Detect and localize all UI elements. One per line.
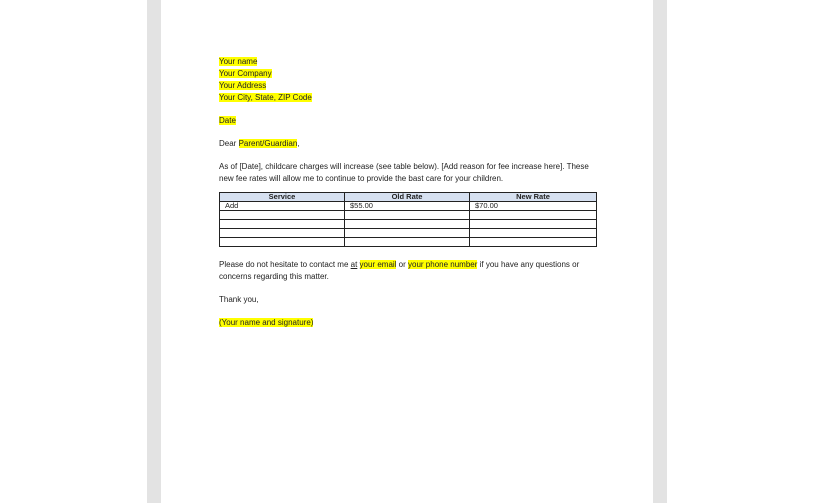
page-gutter-right	[653, 0, 667, 503]
intro-line-2: new fee rates will allow me to continue to provide the bast care for your children.	[219, 174, 504, 183]
cell-new-rate[interactable]	[470, 220, 597, 229]
header-new-rate: New Rate	[470, 193, 597, 202]
cell-old-rate[interactable]	[345, 211, 470, 220]
cell-service[interactable]	[220, 220, 345, 229]
cell-old-rate[interactable]: $55.00	[345, 202, 470, 211]
contact-post: if you have any questions or	[477, 260, 580, 269]
closing: Thank you,	[219, 295, 259, 304]
sender-company[interactable]: Your Company	[219, 69, 272, 78]
cell-service[interactable]	[220, 229, 345, 238]
cell-new-rate[interactable]: $70.00	[470, 202, 597, 211]
cell-new-rate[interactable]	[470, 238, 597, 247]
header-old-rate: Old Rate	[345, 193, 470, 202]
fee-table	[219, 192, 597, 247]
cell-old-rate[interactable]	[345, 238, 470, 247]
contact-email-placeholder[interactable]: your email	[359, 260, 397, 269]
contact-paragraph	[219, 259, 597, 283]
page-gutter-left	[147, 0, 161, 503]
sender-city-line[interactable]: Your City, State, ZIP Code	[219, 93, 312, 102]
cell-new-rate[interactable]	[470, 229, 597, 238]
header-service: Service	[220, 193, 345, 202]
sender-name[interactable]: Your name	[219, 57, 258, 66]
table-row	[220, 229, 597, 238]
contact-pre: Please do not hesitate to contact me	[219, 260, 351, 269]
intro-paragraph	[219, 161, 597, 185]
contact-at: at	[350, 260, 358, 269]
sender-address[interactable]: Your Address	[219, 81, 267, 90]
salutation-suffix: ,	[297, 139, 300, 148]
contact-or: or	[396, 260, 409, 269]
table-row	[220, 238, 597, 247]
intro-line-1: As of [Date], childcare charges will increase (see table below). [Add reason for fee increase here]. These	[219, 162, 589, 171]
cell-old-rate[interactable]	[345, 220, 470, 229]
signature-placeholder[interactable]: (Your name and signature)	[219, 318, 314, 327]
cell-service[interactable]	[220, 238, 345, 247]
contact-line-2: concerns regarding this matter.	[219, 272, 329, 281]
salutation	[219, 138, 597, 150]
cell-service[interactable]	[220, 211, 345, 220]
salutation-recipient[interactable]: Parent/Guardian	[238, 139, 298, 148]
contact-phone-placeholder[interactable]: your phone number	[408, 260, 478, 269]
salutation-prefix: Dear	[219, 139, 239, 148]
table-row	[220, 211, 597, 220]
table-row	[220, 220, 597, 229]
cell-new-rate[interactable]	[470, 211, 597, 220]
table-row	[220, 202, 597, 211]
cell-service[interactable]: Add	[220, 202, 345, 211]
letter-date[interactable]: Date	[219, 116, 236, 125]
letter-body	[219, 56, 597, 329]
cell-old-rate[interactable]	[345, 229, 470, 238]
document-page	[161, 0, 653, 503]
sender-block	[219, 56, 597, 104]
fee-table-header-row	[220, 193, 597, 202]
